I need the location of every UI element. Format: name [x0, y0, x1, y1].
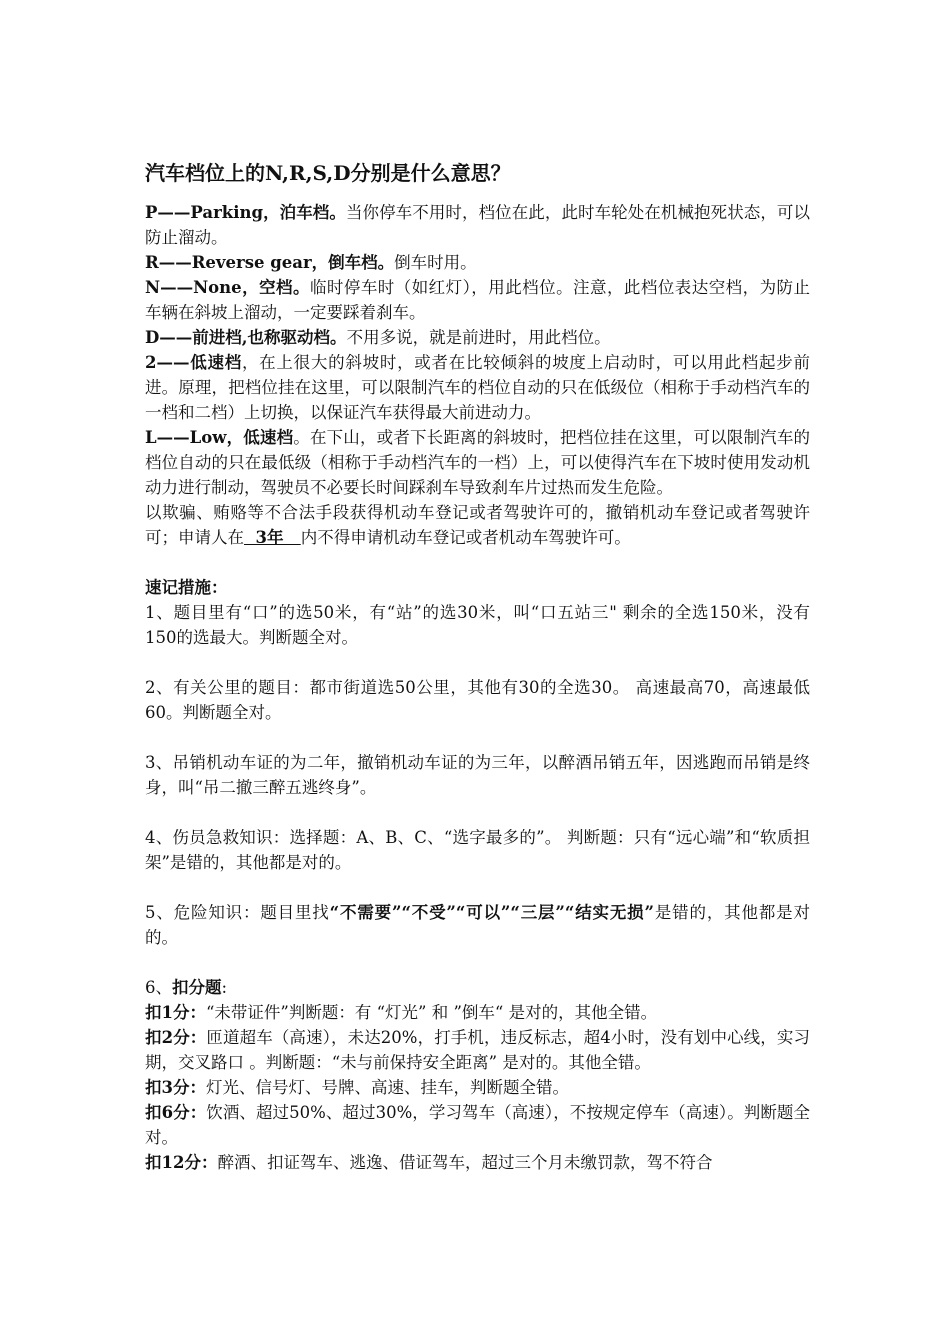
deduction-1 [145, 1000, 810, 1025]
deduction-12 [145, 1150, 810, 1175]
deduction-6 [145, 1100, 810, 1150]
gear-l [145, 425, 810, 500]
document-body [145, 158, 810, 1175]
gear-heading: R——Reverse gear，倒车档。 [145, 253, 395, 272]
gear-p [145, 200, 810, 250]
deduction-3 [145, 1075, 810, 1100]
fraud-blank: 3年 [244, 528, 301, 547]
tip-6-number: 6、 [145, 978, 172, 997]
gear-heading: D——前进档,也称驱动档。 [145, 328, 347, 347]
deduction-heading: 扣12分： [145, 1153, 218, 1172]
gear-text: 当你停车不用时，档位在此，此时车轮处在机械抱死状态，可以防止溜动。 [145, 203, 810, 247]
deduction-heading: 扣3分： [145, 1078, 206, 1097]
spacer [145, 550, 810, 575]
gear-text: 不用多说，就是前进时，用此档位。 [346, 328, 611, 347]
page-title: 汽车档位上的N,R,S,D分别是什么意思？ [145, 161, 511, 185]
deduction-text: 灯光、信号灯、号牌、高速、挂车，判断题全错。 [205, 1078, 569, 1097]
tip-6 [145, 975, 810, 1000]
fraud-text-after: 内不得申请机动车登记或者机动车驾驶许可。 [300, 528, 631, 547]
gear-text: ，在上很大的斜坡时，或者在比较倾斜的坡度上启动时，可以用此档起步前进。原理，把档位挂在这里，可以限制汽车的档位自动的只在低级位（相称于手动档汽车的一档和二档）上切换，以保证汽车获得最大前进动力。 [145, 353, 811, 422]
tip-5-after: 是错的，其他都是对的。 [145, 903, 810, 947]
spacer [145, 725, 810, 750]
deduction-heading: 扣2分： [145, 1028, 207, 1047]
gear-heading: L——Low，低速档 [145, 428, 294, 447]
gear-heading: 2——低速档 [145, 353, 242, 372]
tip-5-keywords: “不需要”“不受”“可以”“三层”“结实无损” [329, 903, 655, 922]
deduction-2 [145, 1025, 810, 1075]
gear-r [145, 250, 810, 275]
deduction-text: 饮酒、超过50%、超过30%，学习驾车（高速），不按规定停车（高速）。判断题全对。 [145, 1103, 810, 1147]
spacer [145, 875, 810, 900]
gear-d [145, 325, 810, 350]
deduction-text: 醉酒、扣证驾车、逃逸、借证驾车，超过三个月未缴罚款，驾不符合 [217, 1153, 713, 1172]
gear-heading: N——None，空档。 [145, 278, 310, 297]
tip-5-before: 5、危险知识：题目里找 [145, 903, 330, 922]
gear-text: 临时停车时（如红灯），用此档位。注意，此档位表达空档，为防止车辆在斜坡上溜动，一定要踩着刹车。 [145, 278, 811, 322]
gear-text: 。在下山，或者下长距离的斜坡时，把档位挂在这里，可以限制汽车的档位自动的只在最低级（相称于手动档汽车的一档）上，可以使得汽车在下坡时使用发动机动力进行制动，驾驶员不必要长时间踩刹车导致刹车片过热而发生危险。 [145, 428, 810, 497]
gear-n [145, 275, 810, 325]
fraud-text-before: 以欺骗、贿赂等不合法手段获得机动车登记或者驾驶许可的，撤销机动车登记或者驾驶许可；申请人在 [145, 503, 810, 547]
tip-2: 2、有关公里的题目：都市街道选50公里，其他有30的全选30。 高速最高70，高速最低60。判断题全对。 [145, 678, 810, 722]
tip-3: 3、吊销机动车证的为二年，撤销机动车证的为三年，以醉酒吊销五年，因逃跑而吊销是终身，叫“吊二撤三醉五逃终身”。 [145, 753, 810, 797]
tip-1: 1、题目里有“口”的选50米，有“站”的选30米，叫“口五站三" 剩余的全选150米，没有150的选最大。判断题全对。 [145, 603, 810, 647]
memo-heading: 速记措施： [145, 578, 228, 597]
tip-5 [145, 900, 810, 950]
fraud-paragraph [145, 500, 810, 550]
deduction-text: “未带证件”判断题：有 “灯光” 和 ”倒车“ 是对的，其他全错。 [205, 1003, 658, 1022]
gear-text: 倒车时用。 [394, 253, 477, 272]
deduction-heading: 扣1分： [145, 1003, 206, 1022]
tip-6-colon: : [221, 978, 228, 997]
spacer [145, 800, 810, 825]
spacer [145, 950, 810, 975]
tip-6-label: 扣分题 [172, 978, 222, 997]
deduction-heading: 扣6分： [145, 1103, 207, 1122]
tip-4: 4、伤员急救知识：选择题：A、B、C、“选字最多的”。 判断题：只有“远心端”和“软质担架”是错的，其他都是对的。 [145, 828, 810, 872]
gear-heading: P——Parking，泊车档。 [145, 203, 346, 222]
gear-2 [145, 350, 810, 425]
spacer [145, 650, 810, 675]
deduction-text: 匝道超车（高速），未达20%，打手机，违反标志，超4小时，没有划中心线，实习期，交叉路口 。判断题：“未与前保持安全距离” 是对的。其他全错。 [145, 1028, 811, 1072]
